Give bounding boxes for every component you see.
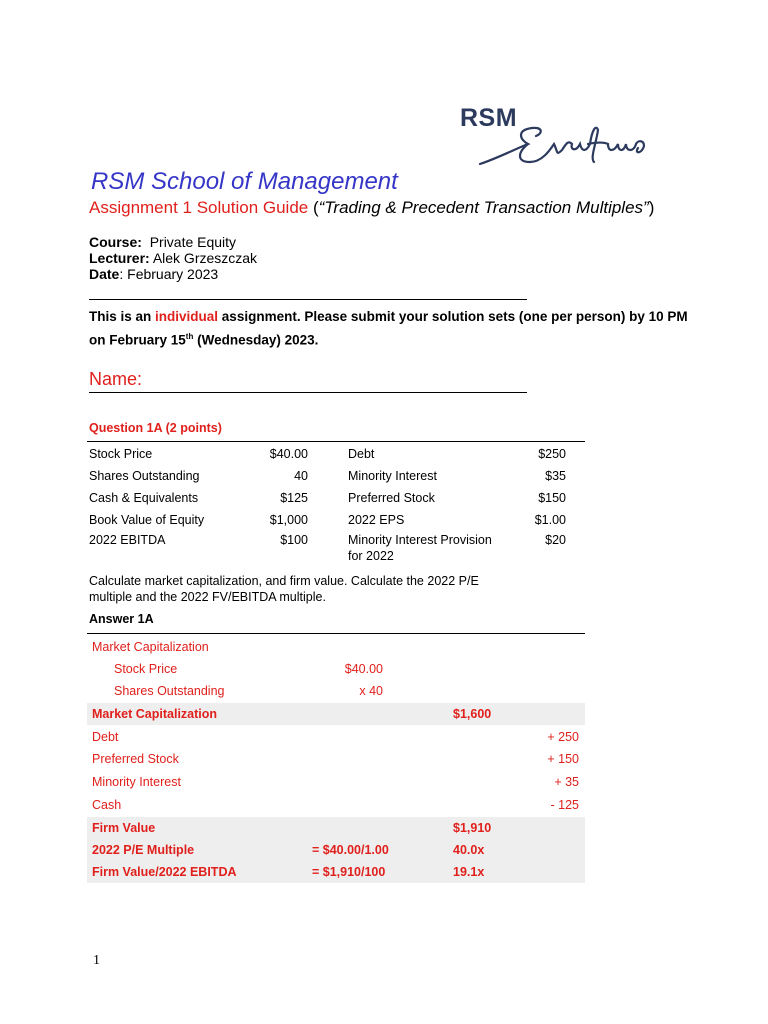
open-paren: ( (308, 198, 319, 217)
given-value: $1,000 (269, 513, 308, 527)
course-label: Course: (89, 234, 142, 250)
answer-adjustment: + 35 (554, 775, 579, 789)
answer-label: Stock Price (114, 662, 178, 676)
answer-row (87, 703, 585, 725)
answer-row (87, 680, 585, 702)
notice-part2: assignment. Please submit your solution sets (one per person) by 10 PM on February 15 (89, 309, 688, 348)
answer-title: Answer 1A (89, 612, 154, 626)
answer-label: Debt (92, 730, 119, 744)
answer-row (87, 817, 585, 839)
question-table-rule (87, 441, 585, 442)
answer-row (87, 839, 585, 861)
answer-row (87, 861, 585, 883)
answer-result: $1,910 (453, 821, 492, 835)
date-label: Date (89, 266, 120, 282)
answer-row (87, 726, 585, 748)
answer-row (87, 636, 585, 658)
logo-rsm-text: RSM (460, 104, 518, 132)
answer-adjustment: - 125 (550, 798, 579, 812)
name-label: Name: (89, 369, 143, 389)
given-label: Stock Price (89, 447, 153, 461)
given-value: $35 (545, 469, 566, 483)
lecturer-value: Alek Grzeszczak (152, 250, 258, 266)
assignment-name: Assignment 1 Solution Guide (89, 198, 309, 217)
submission-notice (89, 307, 689, 351)
answer-calculation: = $40.00/1.00 (312, 843, 389, 857)
course-line (89, 234, 236, 250)
notice-highlight: individual (155, 309, 219, 324)
given-label: Minority Interest (348, 469, 437, 483)
answer-label: Preferred Stock (92, 752, 179, 766)
answer-row (87, 658, 585, 680)
answer-label: 2022 P/E Multiple (92, 843, 195, 857)
answer-calculation: x 40 (359, 684, 383, 698)
answer-row (87, 794, 585, 816)
given-value: $150 (538, 491, 566, 505)
answer-label: Market Capitalization (92, 640, 209, 654)
given-label: 2022 EPS (348, 513, 405, 527)
answer-label: Firm Value/2022 EBITDA (92, 865, 237, 879)
date-line (89, 266, 218, 282)
answer-label: Minority Interest (92, 775, 181, 789)
school-title: RSM School of Management (91, 168, 398, 195)
given-value: 40 (294, 469, 308, 483)
lecturer-line (89, 250, 257, 266)
given-value: $100 (280, 533, 308, 547)
question-title: Question 1A (2 points) (89, 421, 222, 435)
page-number: 1 (93, 953, 100, 968)
answer-calculation: $40.00 (344, 662, 383, 676)
given-value: $125 (280, 491, 308, 505)
given-label: Preferred Stock (348, 491, 435, 505)
close-paren: ) (648, 198, 655, 217)
erasmus-logo (458, 100, 668, 180)
answer-result: 19.1x (453, 865, 485, 879)
name-underline (89, 392, 527, 393)
given-value: $40.00 (269, 447, 308, 461)
answer-row (87, 748, 585, 770)
answer-result: 40.0x (453, 843, 485, 857)
course-value: Private Equity (149, 234, 237, 250)
lecturer-label: Lecturer: (89, 250, 150, 266)
given-label: Cash & Equivalents (89, 491, 199, 505)
assignment-topic: “Trading & Precedent Transaction Multiples” (318, 198, 649, 217)
notice-part3: (Wednesday) 2023. (193, 332, 319, 348)
notice-sup: th (185, 332, 194, 341)
given-label: 2022 EBITDA (89, 533, 166, 547)
answer-result: $1,600 (453, 707, 492, 721)
given-value: $1.00 (534, 513, 566, 527)
erasmus-signature-icon (458, 100, 668, 180)
given-label: Debt (348, 447, 375, 461)
answer-adjustment: + 250 (547, 730, 579, 744)
answer-label: Market Capitalization (92, 707, 218, 721)
answer-adjustment: + 150 (547, 752, 579, 766)
answer-label: Cash (92, 798, 122, 812)
given-value: $20 (545, 533, 566, 547)
given-label: Minority Interest Provision for 2022 (348, 533, 492, 563)
answer-row (87, 771, 585, 793)
answer-table-rule (87, 633, 585, 634)
given-label: Shares Outstanding (89, 469, 200, 483)
answer-label: Shares Outstanding (114, 684, 225, 698)
answer-calculation: = $1,910/100 (312, 865, 386, 879)
given-label: Book Value of Equity (89, 513, 205, 527)
date-value: : February 2023 (119, 266, 219, 282)
divider-top (89, 299, 527, 300)
answer-label: Firm Value (92, 821, 156, 835)
notice-part1: This is an (89, 309, 156, 324)
given-value: $250 (538, 447, 566, 461)
question-instruction: Calculate market capitalization, and firm value. Calculate the 2022 P/E multiple and the 2022 FV/EBITDA multiple. (89, 574, 479, 604)
assignment-subtitle (89, 198, 654, 218)
